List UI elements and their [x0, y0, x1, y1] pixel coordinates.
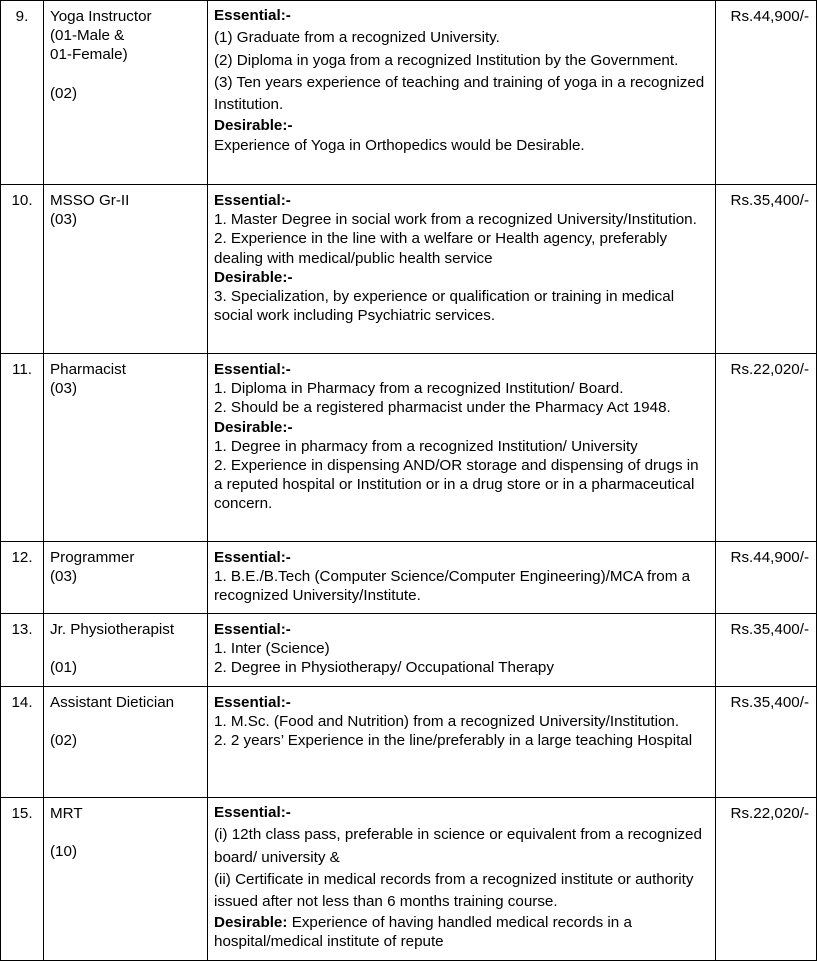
post-name: Programmer — [50, 549, 135, 566]
qualification-item: 1. Diploma in Pharmacy from a recognized Institution/ Board. — [214, 380, 624, 398]
post-name-cell — [44, 798, 208, 961]
essential-heading: Essential:- — [214, 7, 291, 24]
post-name-cell — [44, 614, 208, 687]
essential-heading: Essential:- — [214, 549, 291, 566]
qualification-item: 2. Degree in Physiotherapy/ Occupational Therapy — [214, 659, 554, 677]
qualification-item: (2) Diploma in yoga from a recognized Institution by the Government. — [214, 51, 679, 69]
serial-number: 12. — [1, 542, 44, 614]
essential-heading: Essential:- — [214, 804, 291, 821]
desirable-line — [214, 913, 710, 951]
post-count: (03) — [50, 211, 78, 229]
serial-number: 10. — [1, 185, 44, 354]
qualification-item: 1. Master Degree in social work from a recognized University/Institution. — [214, 211, 697, 229]
serial-number: 11. — [1, 354, 44, 542]
qualification-item: (3) Ten years experience of teaching and training of yoga in a recognized Institution. — [214, 73, 705, 114]
post-count: (10) — [50, 843, 78, 861]
qualification-item: 3. Specialization, by experience or qualification or training in medical social work including Psychiatric services. — [214, 288, 675, 325]
post-name-cell — [44, 1, 208, 185]
qualification-item: 1. Degree in pharmacy from a recognized Institution/ University — [214, 437, 638, 455]
table-row — [1, 614, 817, 687]
essential-heading: Essential:- — [214, 361, 291, 378]
qualification-item: Experience of Yoga in Orthopedics would be Desirable. — [214, 137, 585, 155]
post-name: 01-Female) — [50, 46, 128, 64]
qualification-item: 1. Inter (Science) — [214, 640, 330, 658]
desirable-heading: Desirable:- — [214, 268, 293, 286]
qualification-cell — [208, 185, 716, 354]
table-row — [1, 798, 817, 961]
qualification-item: 1. B.E./B.Tech (Computer Science/Computer Engineering)/MCA from a recognized University/Institute. — [214, 568, 691, 605]
serial-number: 13. — [1, 614, 44, 687]
table-row — [1, 542, 817, 614]
post-count: (01) — [50, 659, 78, 677]
qualification-cell — [208, 687, 716, 798]
qualification-item: Experience of having handled medical records in a hospital/medical institute of repute — [214, 914, 632, 951]
qualification-item: 2. Should be a registered pharmacist under the Pharmacy Act 1948. — [214, 399, 671, 417]
qualification-cell — [208, 798, 716, 961]
table-row — [1, 687, 817, 798]
serial-number: 14. — [1, 687, 44, 798]
post-name: Assistant Dietician — [50, 694, 175, 711]
post-count: (02) — [50, 84, 78, 102]
serial-number: 15. — [1, 798, 44, 961]
post-name: MRT — [50, 805, 83, 822]
pay-level: Rs.35,400/- — [716, 185, 817, 354]
qualification-cell — [208, 354, 716, 542]
qualification-item: (ii) Certificate in medical records from a recognized institute or authority issued after not less than 6 months training course. — [214, 870, 694, 911]
table-row — [1, 1, 817, 185]
pay-level: Rs.22,020/- — [716, 354, 817, 542]
post-count: (03) — [50, 568, 78, 586]
post-name: Yoga Instructor — [50, 8, 152, 25]
desirable-heading: Desirable:- — [214, 117, 293, 135]
pay-level: Rs.44,900/- — [716, 542, 817, 614]
post-name: Pharmacist — [50, 361, 126, 378]
pay-level: Rs.44,900/- — [716, 1, 817, 185]
qualification-item: 1. M.Sc. (Food and Nutrition) from a recognized University/Institution. — [214, 713, 680, 731]
pay-level: Rs.22,020/- — [716, 798, 817, 961]
pay-level: Rs.35,400/- — [716, 687, 817, 798]
essential-heading: Essential:- — [214, 192, 291, 209]
qualification-item: 2. Experience in dispensing AND/OR storage and dispensing of drugs in a reputed hospital or Institution or in a drug store or in a pharmaceutical concern. — [214, 457, 699, 513]
post-name-cell — [44, 185, 208, 354]
qualification-item: 2. Experience in the line with a welfare or Health agency, preferably dealing with medical/public health service — [214, 230, 668, 267]
post-name-cell — [44, 542, 208, 614]
qualification-cell — [208, 542, 716, 614]
table-row — [1, 185, 817, 354]
serial-number: 9. — [1, 1, 44, 185]
qualification-item: 2. 2 years’ Experience in the line/preferably in a large teaching Hospital — [214, 732, 693, 750]
desirable-heading: Desirable:- — [214, 418, 293, 436]
desirable-heading: Desirable: — [214, 914, 288, 932]
essential-heading: Essential:- — [214, 694, 291, 711]
pay-level: Rs.35,400/- — [716, 614, 817, 687]
post-count: (02) — [50, 732, 78, 750]
post-name: MSSO Gr-II — [50, 192, 130, 209]
post-name-cell — [44, 687, 208, 798]
post-name: (01-Male & — [50, 27, 125, 45]
qualification-item: (1) Graduate from a recognized University. — [214, 29, 500, 47]
post-name-cell — [44, 354, 208, 542]
table-row — [1, 354, 817, 542]
post-name: Jr. Physiotherapist — [50, 621, 175, 638]
qualification-cell — [208, 1, 716, 185]
qualification-cell — [208, 614, 716, 687]
essential-heading: Essential:- — [214, 621, 291, 638]
qualification-item: (i) 12th class pass, preferable in science or equivalent from a recognized board/ university & — [214, 826, 702, 866]
post-count: (03) — [50, 380, 78, 398]
